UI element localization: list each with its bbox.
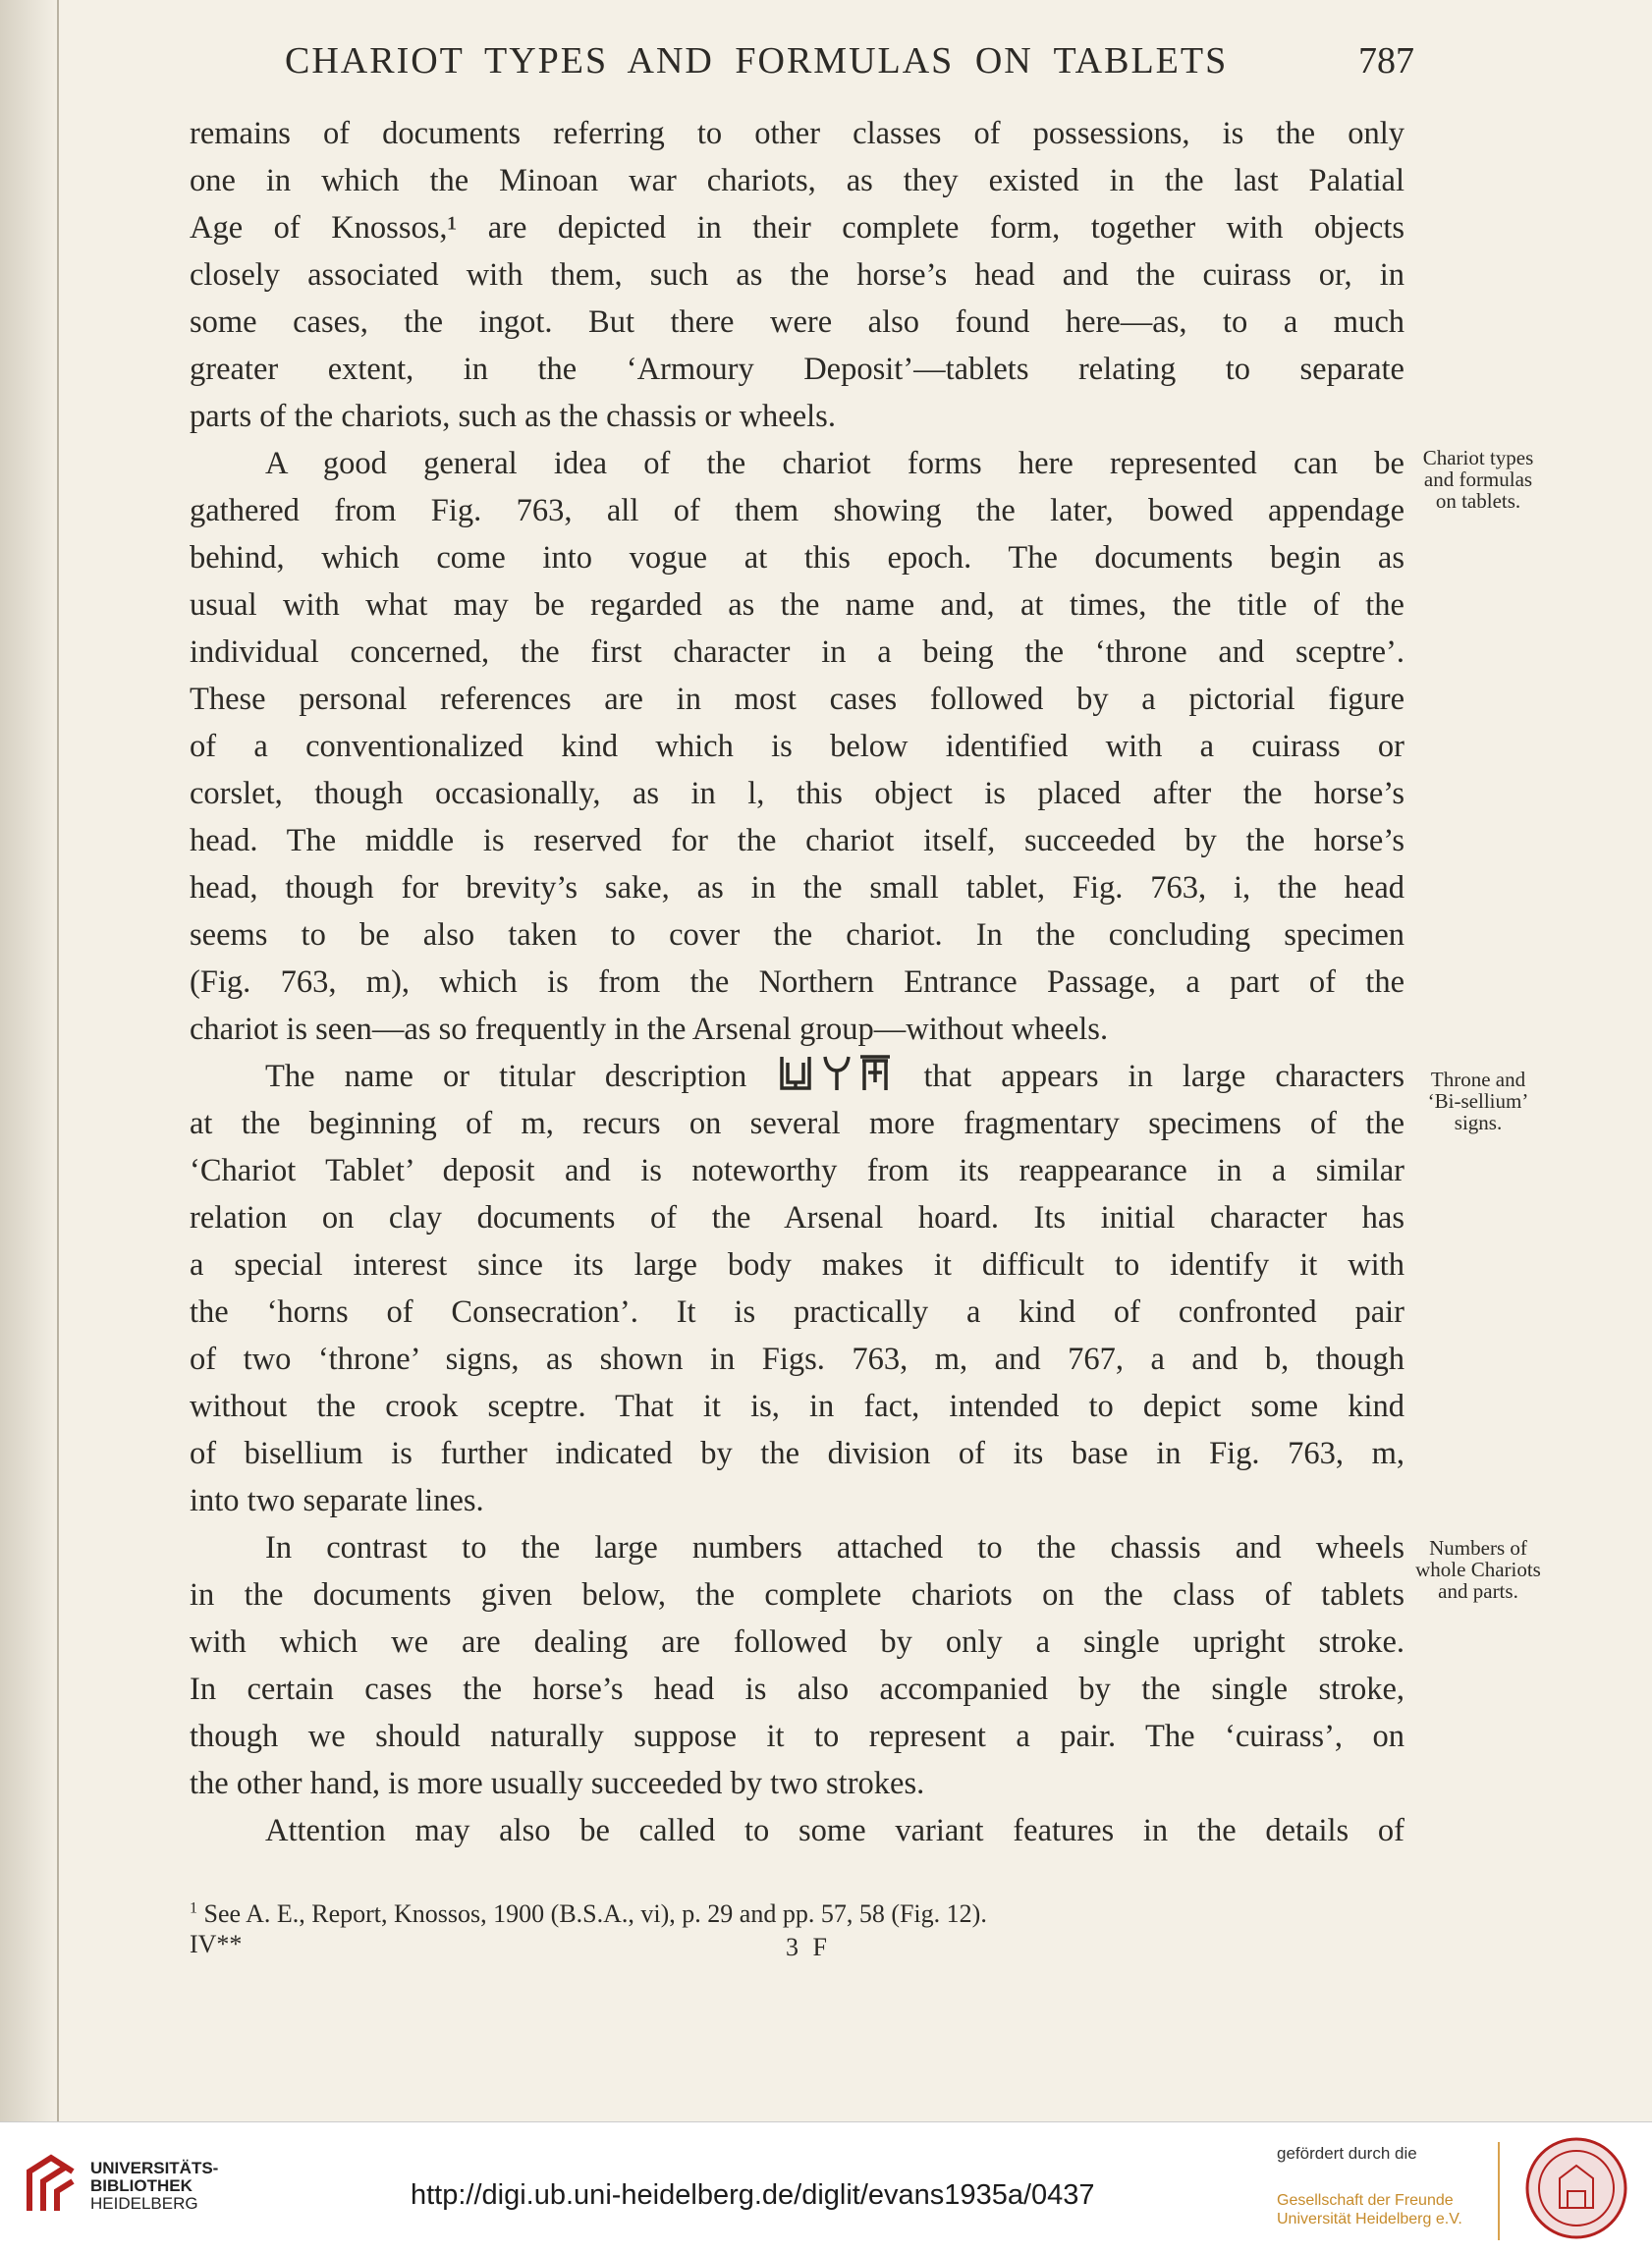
text-line: a special interest since its large body makes it difficult to identify it with xyxy=(190,1247,1404,1283)
digitization-footer xyxy=(0,2121,1652,2254)
text-line: of a conventionalized kind which is below identified with a cuirass or xyxy=(190,729,1404,764)
library-name xyxy=(90,2160,218,2213)
text-line: (Fig. 763, m), which is from the Northern Entrance Passage, a part of the xyxy=(190,964,1404,1000)
text-line: at the beginning of m, recurs on several more fragmentary specimens of the xyxy=(190,1106,1404,1141)
text-line: into two separate lines. xyxy=(190,1483,484,1518)
page-number: 787 xyxy=(1358,40,1414,82)
text-line: In contrast to the large numbers attached to the chassis and wheels xyxy=(265,1530,1404,1566)
text-line: head. The middle is reserved for the chariot itself, succeeded by the horse’s xyxy=(190,823,1404,858)
footnote-marker: 1 xyxy=(190,1899,197,1917)
permalink-url[interactable]: http://digi.ub.uni-heidelberg.de/diglit/evans1935a/0437 xyxy=(411,2179,1095,2211)
body-text xyxy=(190,110,1404,1854)
text-line: behind, which come into vogue at this epoch. The documents begin as xyxy=(190,540,1404,576)
text-line: in the documents given below, the complete chariots on the class of tablets xyxy=(190,1577,1404,1613)
text-line: one in which the Minoan war chariots, as they existed in the last Palatial xyxy=(190,163,1404,198)
text-line: gathered from Fig. 763, all of them showing the later, bowed appendage xyxy=(190,493,1404,528)
text-line: These personal references are in most cases followed by a pictorial figure xyxy=(190,682,1404,717)
linear-b-signs-icon xyxy=(776,1053,894,1092)
text-line: seems to be also taken to cover the chariot. In the concluding specimen xyxy=(190,917,1404,953)
footnote-text: See A. E., Report, Knossos, 1900 (B.S.A., vi), p. 29 and pp. 57, 58 (Fig. 12). xyxy=(203,1899,987,1928)
text-line: A good general idea of the chariot forms here represented can be xyxy=(265,446,1404,481)
text-line: the ‘horns of Consecration’. It is practically a kind of confronted pair xyxy=(190,1294,1404,1330)
library-name-line: UNIVERSITÄTS- xyxy=(90,2159,219,2177)
text-line: individual concerned, the first character in a being the ‘throne and sceptre’. xyxy=(190,634,1404,670)
text-line: In certain cases the horse’s head is also accompanied by the single stroke, xyxy=(190,1672,1404,1707)
university-seal-icon xyxy=(1522,2134,1630,2242)
university-library-logo-icon xyxy=(22,2152,81,2221)
text-line: though we should naturally suppose it to represent a pair. The ‘cuirass’, on xyxy=(190,1719,1404,1754)
text-line: greater extent, in the ‘Armoury Deposit’—tablets relating to separate xyxy=(190,352,1404,387)
text-line: of bisellium is further indicated by the division of its base in Fig. 763, m, xyxy=(190,1436,1404,1471)
text-line: ‘Chariot Tablet’ deposit and is noteworthy from its reappearance in a similar xyxy=(190,1153,1404,1188)
text-line: head, though for brevity’s sake, as in the small tablet, Fig. 763, i, the head xyxy=(190,870,1404,906)
library-name-line: BIBLIOTHEK xyxy=(90,2176,193,2195)
text-line: closely associated with them, such as the horse’s head and the cuirass or, in xyxy=(190,257,1404,293)
text-line: Attention may also be called to some variant features in the details of xyxy=(265,1813,1404,1848)
text-line: some cases, the ingot. But there were also found here—as, to a much xyxy=(190,304,1404,340)
text-line: usual with what may be regarded as the name and, at times, the title of the xyxy=(190,587,1404,623)
margin-note: Throne and ‘Bi-sellium’ signs. xyxy=(1427,1068,1529,1134)
text-fragment: that appears in large characters xyxy=(923,1059,1404,1094)
text-line-with-signs xyxy=(190,1053,1404,1100)
text-line: parts of the chariots, such as the chassis or wheels. xyxy=(190,399,836,434)
text-fragment: The name or titular description xyxy=(265,1059,747,1094)
sponsor-name-line: Universität Heidelberg e.V. xyxy=(1277,2211,1462,2227)
text-line: the other hand, is more usually succeeded by two strokes. xyxy=(190,1766,925,1801)
sponsor-divider xyxy=(1498,2142,1500,2240)
text-line: remains of documents referring to other classes of possessions, is the only xyxy=(190,116,1404,151)
book-spine-edge xyxy=(57,0,59,2121)
text-line: chariot is seen—as so frequently in the Arsenal group—without wheels. xyxy=(190,1012,1109,1047)
text-line: corslet, though occasionally, as in l, this object is placed after the horse’s xyxy=(190,776,1404,811)
sponsor-name-line: Gesellschaft der Freunde xyxy=(1277,2192,1454,2209)
text-line: with which we are dealing are followed by only a single upright stroke. xyxy=(190,1624,1404,1660)
signature-mark: IV** xyxy=(190,1930,243,1958)
sheet-mark: 3 F xyxy=(786,1933,831,1961)
text-line: relation on clay documents of the Arsenal hoard. Its initial character has xyxy=(190,1200,1404,1236)
page-gutter-shadow xyxy=(0,0,59,2121)
library-name-line: HEIDELBERG xyxy=(90,2194,198,2213)
sponsor-name xyxy=(1277,2191,1493,2228)
running-head xyxy=(285,39,1414,82)
running-head-title: CHARIOT TYPES AND FORMULAS ON TABLETS xyxy=(285,40,1229,82)
sponsor-label: gefördert durch die xyxy=(1277,2144,1417,2163)
text-line: Age of Knossos,¹ are depicted in their complete form, together with objects xyxy=(190,210,1404,246)
footnote xyxy=(190,1897,1404,1931)
margin-note: Numbers of whole Chariots and parts. xyxy=(1415,1536,1541,1603)
text-line: of two ‘throne’ signs, as shown in Figs. 763, m, and 767, a and b, though xyxy=(190,1342,1404,1377)
text-line: without the crook sceptre. That it is, in fact, intended to depict some kind xyxy=(190,1389,1404,1424)
margin-note: Chariot types and formulas on tablets. xyxy=(1422,446,1534,513)
